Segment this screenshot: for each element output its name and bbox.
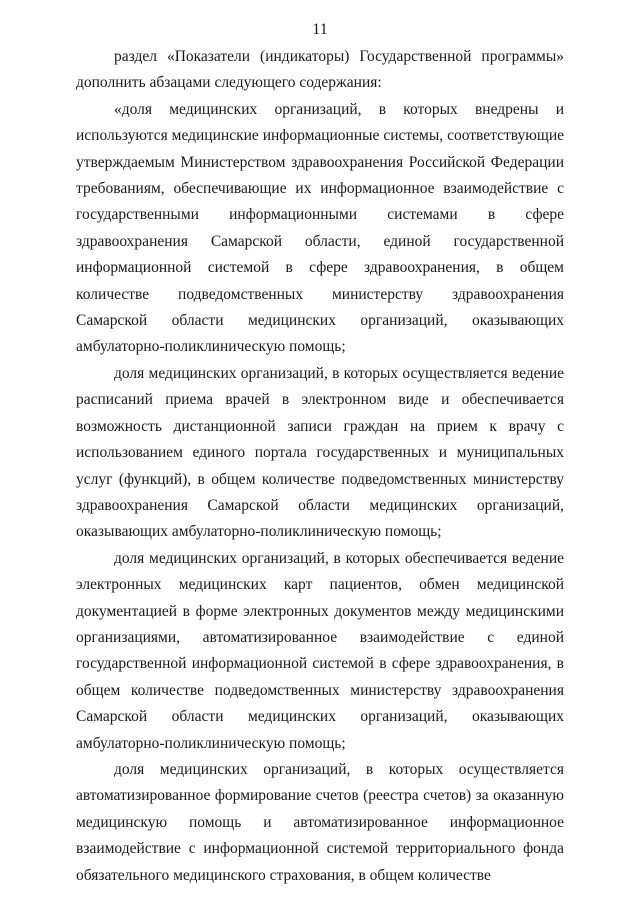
- paragraph-indicator-mis: «доля медицинских организаций, в которых внедрены и используются медицинские информационные системы, соответствующие утверждаемым Министерством здравоохранения Российской Федерации требованиям, обеспечивающие их информационное взаимодействие с государственными информационными системами в сфере здравоохранения Самарской области, единой государственной информационной системой в сфере здравоохранения, в общем количестве подведомственных министерству здравоохранения Самарской области медицинских организаций, оказывающих амбулаторно-поликлиническую помощь;: [76, 100, 564, 356]
- page-number: 11: [312, 21, 328, 38]
- document-body: [76, 44, 564, 889]
- paragraph-indicator-billing: доля медицинских организаций, в которых осуществляется автоматизированное формирование счетов (реестра счетов) за оказанную медицинскую помощь и автоматизированное информационное взаимодействие с информационной системой территориального фонда обязательного медицинского страхования, в общем количестве: [76, 760, 564, 884]
- paragraph-intro: раздел «Показатели (индикаторы) Государственной программы» дополнить абзацами следующего содержания:: [76, 48, 564, 92]
- paragraph-indicator-schedule: доля медицинских организаций, в которых осуществляется ведение расписаний приема врачей в электронном виде и обеспечивается возможность дистанционной записи граждан на прием к врачу с использованием единого портала государственных и муниципальных услуг (функций), в общем количестве подведомственных министерству здравоохранения Самарской области медицинских организаций, оказывающих амбулаторно-поликлиническую помощь;: [76, 364, 564, 541]
- paragraph-indicator-emr: доля медицинских организаций, в которых обеспечивается ведение электронных медицинских карт пациентов, обмен медицинской документацией в форме электронных документов между медицинскими организациями, автоматизированное взаимодействие с единой государственной информационной системой в сфере здравоохранения, в общем количестве подведомственных министерству здравоохранения Самарской области медицинских организаций, оказывающих амбулаторно-поликлиническую помощь;: [76, 549, 564, 752]
